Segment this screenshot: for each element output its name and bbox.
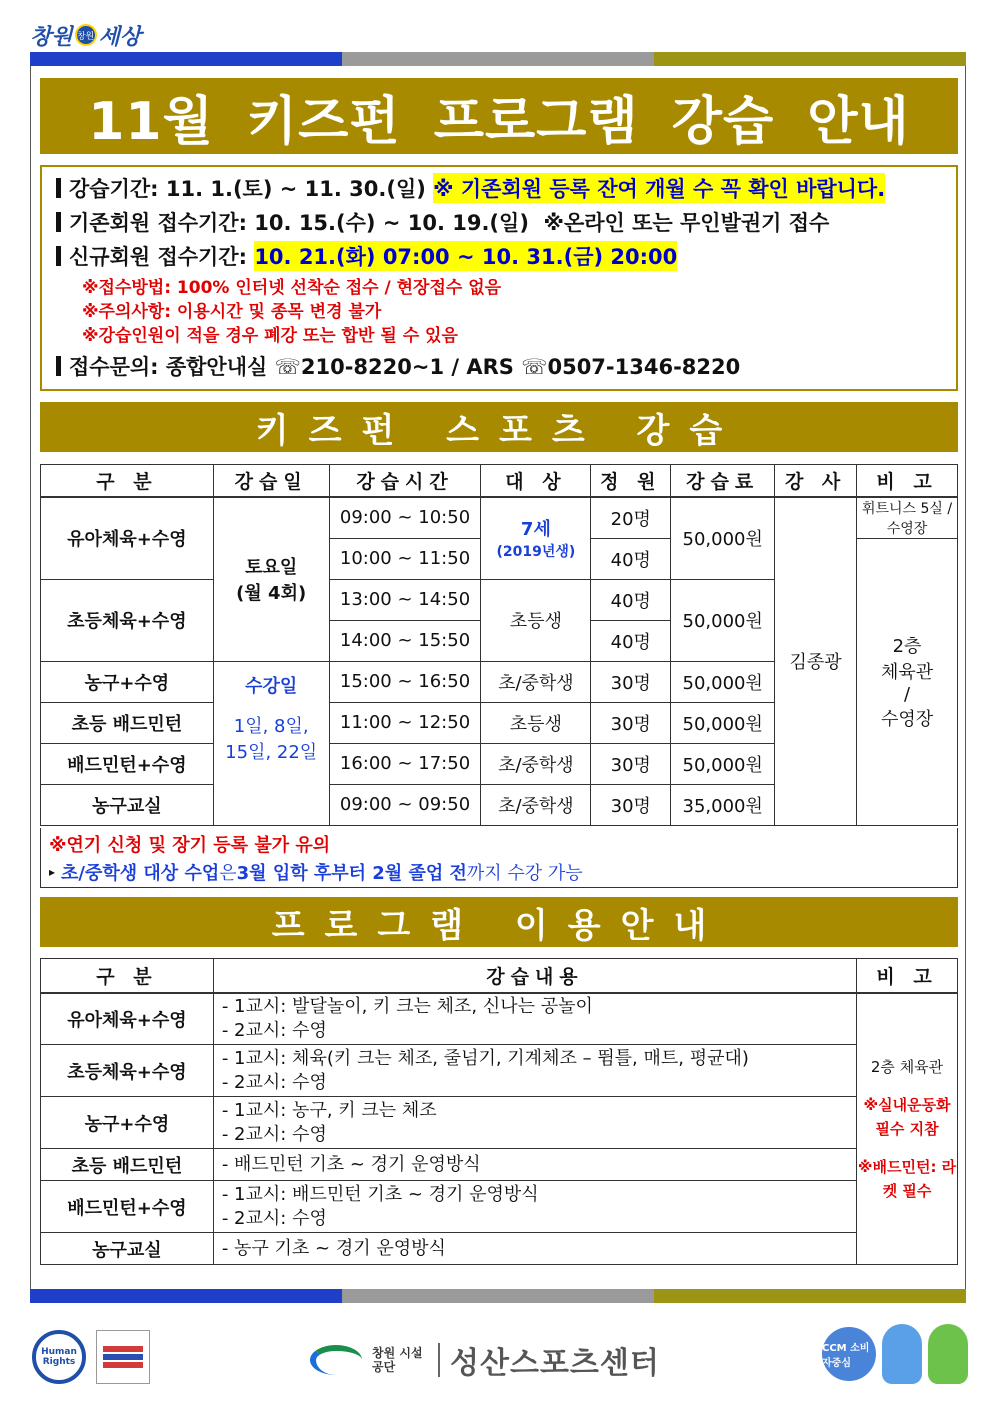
logo-circle-icon: 창원 (75, 24, 97, 46)
program-note-cell (857, 993, 958, 1265)
mascot-area (822, 1324, 968, 1384)
day-sub: (월 4회) (236, 583, 307, 604)
content-line: - 1교시: 배드민턴 기초 ~ 경기 운영방식 (221, 1183, 539, 1205)
period-label: 강습기간: 11. 1.(토) ~ 11. 30.(일) (69, 177, 426, 201)
content-cell (213, 993, 856, 1045)
fee-cell: 50,000원 (671, 702, 775, 743)
fee-cell: 35,000원 (671, 784, 775, 825)
green-mascot-icon (928, 1324, 968, 1384)
content-line: - 1교시: 체육(키 크는 체조, 줄넘기, 기계체조 – 뜀틀, 매트, 평균대) (221, 1047, 749, 1069)
fee-cell: 50,000원 (671, 497, 775, 580)
header-note: 비 고 (857, 959, 958, 993)
period-note: ※ 기존회원 등록 잔여 개월 수 꼭 확인 바랍니다. (433, 173, 885, 203)
existing-label: 기존회원 접수기간: 10. 15.(수) ~ 10. 19.(일) (69, 211, 529, 235)
table-row (41, 1045, 958, 1097)
content-line: - 2교시: 수영 (221, 1207, 327, 1229)
note-top-cell: 휘트니스 5실 / 수영장 (857, 497, 958, 539)
day-cell (213, 497, 329, 662)
note-elig-b: 은 (219, 863, 237, 884)
row-name: 농구교실 (41, 784, 214, 825)
note-main-3: / (903, 684, 911, 705)
center-name: 성산스포츠센터 (450, 1346, 660, 1381)
row-name: 초등체육+수영 (41, 1045, 214, 1097)
day-main: 토요일 (245, 557, 298, 578)
fee-cell: 50,000원 (671, 743, 775, 784)
note-cancel: ※강습인원이 적을 경우 폐강 또는 합반 될 수 있음 (82, 325, 458, 346)
section-title-sports: 키즈펀 스포츠 강습 (40, 402, 958, 452)
class-days-2: 15일, 22일 (225, 741, 318, 763)
target-main: 7세 (520, 519, 551, 540)
header-target: 대 상 (481, 465, 591, 497)
time-cell: 09:00 ~ 10:50 (329, 497, 481, 539)
target-cell (481, 497, 591, 580)
header-note: 비 고 (857, 465, 958, 497)
note-elig-d: 까지 수강 가능 (466, 863, 583, 884)
target-cell: 초/중학생 (481, 661, 591, 702)
header-category: 구 분 (41, 465, 214, 497)
fee-cell: 50,000원 (671, 661, 775, 702)
header-time: 강습시간 (329, 465, 481, 497)
capacity-cell: 40명 (591, 620, 671, 661)
top-color-stripe (30, 52, 966, 66)
table-row (41, 1181, 958, 1233)
content-cell (213, 1233, 856, 1265)
contact-text: 접수문의: 종합안내실 ☏210-8220~1 / ARS ☏0507-1346-8220 (69, 355, 741, 379)
program-note-1: 2층 체육관 (870, 1057, 944, 1076)
ccm-badge-icon: CCM 소비자중심 (822, 1327, 876, 1381)
class-days-1: 1일, 8일, (233, 715, 309, 737)
org-logo (310, 1338, 660, 1382)
top-logo (30, 20, 141, 50)
content-line: - 1교시: 농구, 키 크는 체조 (221, 1099, 437, 1121)
info-box (40, 165, 958, 391)
target-sub: (2019년생) (496, 544, 576, 560)
row-name: 유아체육+수영 (41, 993, 214, 1045)
content-cell (213, 1097, 856, 1149)
content-line: - 2교시: 수영 (221, 1123, 327, 1145)
capacity-cell: 40명 (591, 538, 671, 579)
note-caution: ※주의사항: 이용시간 및 종목 변경 불가 (82, 301, 382, 322)
note-method: ※접수방법: 100% 인터넷 선착순 접수 / 현장접수 없음 (82, 277, 502, 298)
existing-note: ※온라인 또는 무인발권기 접수 (543, 211, 830, 235)
header-content: 강습내용 (213, 959, 856, 993)
page-title: 11월 키즈펀 프로그램 강습 안내 (40, 78, 958, 154)
target-cell: 초등생 (481, 579, 591, 661)
blue-mascot-icon (882, 1324, 922, 1384)
instructor-cell: 김종광 (775, 497, 857, 826)
time-cell: 11:00 ~ 12:50 (329, 702, 481, 743)
content-line: - 배드민턴 기초 ~ 경기 운영방식 (221, 1153, 481, 1175)
row-name: 초등 배드민턴 (41, 1149, 214, 1181)
table-row (41, 1149, 958, 1181)
class-days-label: 수강일 (245, 675, 298, 697)
fee-cell: 50,000원 (671, 579, 775, 661)
program-note-2: ※실내운동화 필수 지참 (863, 1095, 951, 1138)
capacity-cell: 30명 (591, 661, 671, 702)
row-name: 농구교실 (41, 1233, 214, 1265)
org-swoosh-icon (310, 1345, 362, 1375)
content-line: - 2교시: 수영 (221, 1019, 327, 1041)
note-elig-a: 초/중학생 대상 수업 (61, 863, 220, 884)
target-cell: 초/중학생 (481, 743, 591, 784)
time-cell: 16:00 ~ 17:50 (329, 743, 481, 784)
footer (0, 1310, 992, 1400)
table-row (41, 1233, 958, 1265)
content-line: - 2교시: 수영 (221, 1071, 327, 1093)
capacity-cell: 30명 (591, 743, 671, 784)
capacity-cell: 30명 (591, 702, 671, 743)
time-cell: 10:00 ~ 11:50 (329, 538, 481, 579)
sports-table (40, 464, 958, 826)
contact-line (56, 349, 942, 383)
capacity-cell: 40명 (591, 579, 671, 620)
logo-divider (438, 1343, 440, 1377)
table-header-row (41, 465, 958, 497)
capacity-cell: 20명 (591, 497, 671, 539)
time-cell: 15:00 ~ 16:50 (329, 661, 481, 702)
header-capacity: 정 원 (591, 465, 671, 497)
row-name: 배드민턴+수영 (41, 743, 214, 784)
note-main-4: 수영장 (880, 709, 934, 730)
certification-badges (32, 1330, 150, 1384)
header-instructor: 강 사 (775, 465, 857, 497)
org-sub: 창원 시설공단 (372, 1346, 423, 1374)
existing-line (56, 205, 942, 239)
content-cell (213, 1149, 856, 1181)
new-line (56, 239, 942, 273)
row-name: 농구+수영 (41, 1097, 214, 1149)
new-label: 신규회원 접수기간: (69, 245, 247, 269)
bottom-color-stripe (30, 1289, 966, 1303)
content-line: - 농구 기초 ~ 경기 운영방식 (221, 1237, 446, 1259)
note-main-1: 2층 (892, 636, 922, 657)
triangle-bullet-icon: ▸ (49, 865, 56, 879)
new-value: 10. 21.(화) 07:00 ~ 10. 31.(금) 20:00 (254, 241, 677, 271)
time-cell: 09:00 ~ 09:50 (329, 784, 481, 825)
row-name: 농구+수영 (41, 661, 214, 702)
header-fee: 강습료 (671, 465, 775, 497)
table-row (41, 1097, 958, 1149)
header-category: 구 분 (41, 959, 214, 993)
program-note-3: ※배드민턴: 라켓 필수 (857, 1157, 957, 1200)
logo-text-right: 세상 (98, 23, 142, 50)
row-name: 초등체육+수영 (41, 579, 214, 661)
table-row (41, 993, 958, 1045)
note-main-2: 체육관 (880, 662, 934, 683)
row-name: 유아체육+수영 (41, 497, 214, 580)
target-cell: 초등생 (481, 702, 591, 743)
certification-flag-icon (96, 1330, 150, 1384)
human-rights-badge-icon: Human Rights (32, 1330, 86, 1384)
content-line: - 1교시: 발달놀이, 키 크는 체조, 신나는 공놀이 (221, 995, 593, 1017)
period-line (56, 171, 942, 205)
content-cell (213, 1181, 856, 1233)
content-cell (213, 1045, 856, 1097)
note-postpone: ※연기 신청 및 장기 등록 불가 유의 (49, 835, 331, 856)
target-cell: 초/중학생 (481, 784, 591, 825)
logo-text-left: 창원 (30, 23, 73, 50)
note-elig-c: 3월 입학 후부터 2월 졸업 전 (236, 863, 467, 884)
row-name: 초등 배드민턴 (41, 702, 214, 743)
row-name: 배드민턴+수영 (41, 1181, 214, 1233)
header-day: 강습일 (213, 465, 329, 497)
after-table-notes (40, 828, 958, 888)
time-cell: 14:00 ~ 15:50 (329, 620, 481, 661)
time-cell: 13:00 ~ 14:50 (329, 579, 481, 620)
capacity-cell: 30명 (591, 784, 671, 825)
section-title-program: 프로그램 이용안내 (40, 897, 958, 947)
table-header-row (41, 959, 958, 993)
note-eligibility (49, 858, 949, 886)
table-row (41, 497, 958, 539)
class-days-cell (213, 661, 329, 825)
program-table (40, 958, 958, 1265)
note-main-cell (857, 538, 958, 825)
